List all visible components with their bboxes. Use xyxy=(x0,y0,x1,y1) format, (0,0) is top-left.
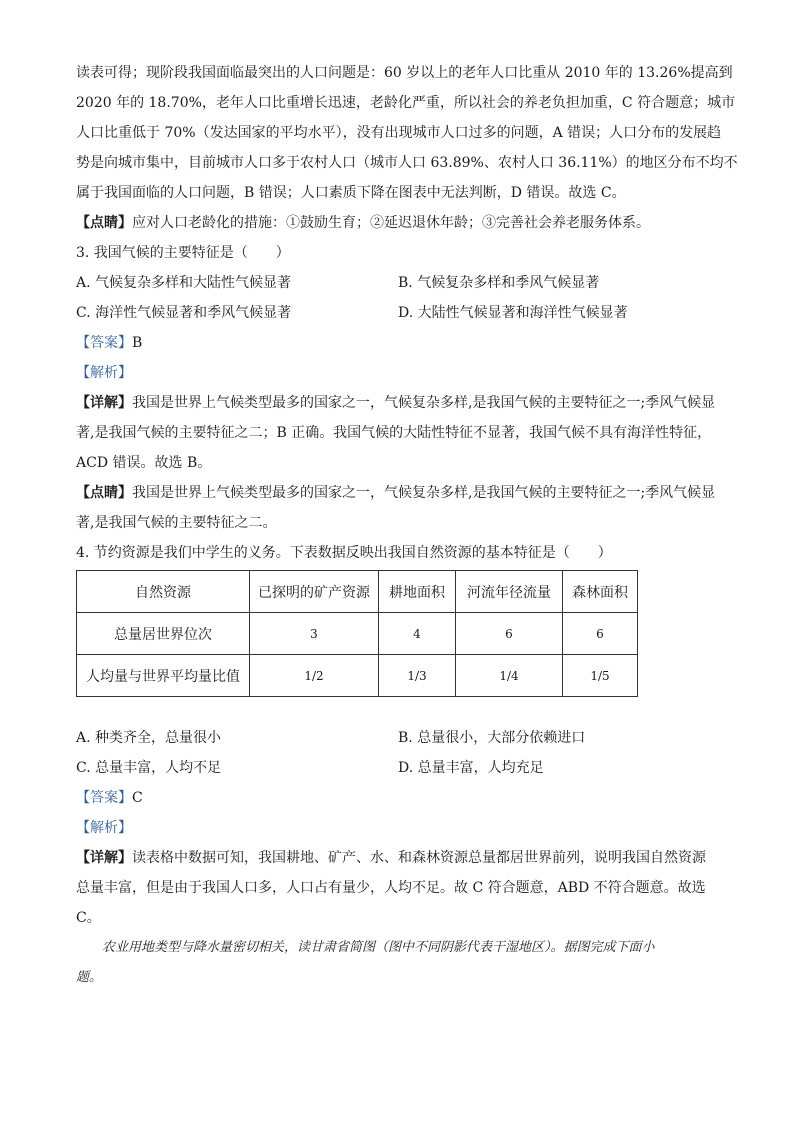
text-line: C。 xyxy=(76,910,101,926)
q4-detail xyxy=(76,843,726,933)
q4-answer xyxy=(76,783,726,813)
table-row xyxy=(77,655,638,697)
detail-tag: 【详解】 xyxy=(76,395,132,411)
table-header-cell: 耕地面积 xyxy=(379,571,456,613)
q4-analysis-tag: 【解析】 xyxy=(76,820,132,836)
table-cell: 6 xyxy=(456,613,563,655)
detail-text: 我国是世界上气候类型最多的国家之一，气候复杂多样,是我国气候的主要特征之一;季风气候显 xyxy=(132,395,716,411)
q3-stem: 3. 我国气候的主要特征是（ ） xyxy=(76,245,290,261)
text-line: 农业用地类型与降水量密切相关，读甘肃省简图（图中不同阴影代表干湿地区）。据图完成下面小 xyxy=(102,940,655,955)
answer-value: B xyxy=(132,335,143,351)
text-line: 属于我国面临的人口问题，B 错误；人口素质下降在图表中无法判断，D 错误。故选 C。 xyxy=(76,185,626,201)
answer-tag: 【答案】 xyxy=(76,335,132,351)
table-cell: 总量居世界位次 xyxy=(77,613,250,655)
table-cell: 1/3 xyxy=(379,655,456,697)
q3-tip xyxy=(76,478,726,538)
tip-tag: 【点睛】 xyxy=(76,485,132,501)
text-line: 著,是我国气候的主要特征之二；B 正确。我国气候的大陆性特征不显著，我国气候不具有海洋性特征， xyxy=(76,425,712,441)
q3-answer xyxy=(76,328,726,358)
table-cell: 4 xyxy=(379,613,456,655)
table-cell: 1/4 xyxy=(456,655,563,697)
text-line: 读表可得；现阶段我国面临最突出的人口问题是：60 岁以上的老年人口比重从 2010 年的 13.26%提高到 xyxy=(76,65,733,81)
text-line: 势是向城市集中，目前城市人口多于农村人口（城市人口 63.89%、农村人口 36.11%）的地区分布不均不 xyxy=(76,155,738,171)
text-line: ACD 错误。故选 B。 xyxy=(76,455,212,471)
table-header-cell: 已探明的矿产资源 xyxy=(250,571,379,613)
q3-detail xyxy=(76,388,726,478)
intro-paragraph xyxy=(76,58,738,208)
table-header-cell: 森林面积 xyxy=(563,571,638,613)
detail-tag: 【详解】 xyxy=(76,850,132,866)
answer-tag: 【答案】 xyxy=(76,790,132,806)
q3-option-d: D. 大陆性气候显著和海洋性气候显著 xyxy=(398,305,628,321)
q4-options-row-2 xyxy=(76,753,726,783)
q3-options-row-1 xyxy=(76,268,726,298)
tip-text: 应对人口老龄化的措施：①鼓励生育；②延迟退休年龄；③完善社会养老服务体系。 xyxy=(132,215,650,231)
resource-table xyxy=(76,570,638,697)
table-header-row xyxy=(77,571,638,613)
text-line xyxy=(76,388,726,418)
q4-option-c: C. 总量丰富，人均不足 xyxy=(76,760,222,776)
q3-option-c: C. 海洋性气候显著和季风气候显著 xyxy=(76,305,292,321)
q3-option-a: A. 气候复杂多样和大陆性气候显著 xyxy=(76,275,292,291)
answer-value: C xyxy=(132,790,143,806)
table-header-cell: 河流年径流量 xyxy=(456,571,563,613)
q4-option-a: A. 种类齐全，总量很小 xyxy=(76,730,222,746)
table-cell: 3 xyxy=(250,613,379,655)
table-cell: 1/2 xyxy=(250,655,379,697)
tip-text: 我国是世界上气候类型最多的国家之一，气候复杂多样,是我国气候的主要特征之一;季风气候显 xyxy=(132,485,716,501)
q3-options-row-2 xyxy=(76,298,726,328)
text-line xyxy=(76,843,726,873)
q4-stem: 4. 节约资源是我们中学生的义务。下表数据反映出我国自然资源的基本特征是（ ） xyxy=(76,545,612,561)
q3-option-b: B. 气候复杂多样和季风气候显著 xyxy=(398,275,600,291)
detail-text: 读表格中数据可知，我国耕地、矿产、水、和森林资源总量都居世界前列，说明我国自然资源 xyxy=(132,850,706,866)
table-cell: 6 xyxy=(563,613,638,655)
q4-option-b: B. 总量很小，大部分依赖进口 xyxy=(398,730,586,746)
q3-analysis-tag: 【解析】 xyxy=(76,365,132,381)
text-line: 2020 年的 18.70%，老年人口比重增长迅速，老龄化严重，所以社会的养老负担加重，C 符合题意；城市 xyxy=(76,95,736,111)
text-line: 著,是我国气候的主要特征之二。 xyxy=(76,515,277,531)
text-line xyxy=(76,478,726,508)
table-row xyxy=(77,613,638,655)
text-line: 人口比重低于 70%（发达国家的平均水平），没有出现城市人口过多的问题，A 错误；人口分布的发展趋 xyxy=(76,125,722,141)
next-question-intro xyxy=(76,933,726,993)
q2-tip xyxy=(76,208,726,238)
tip-tag: 【点睛】 xyxy=(76,215,132,231)
text-line: 题。 xyxy=(76,970,103,985)
q4-option-d: D. 总量丰富，人均充足 xyxy=(398,760,544,776)
text-line: 总量丰富，但是由于我国人口多，人口占有量少，人均不足。故 C 符合题意，ABD 不符合题意。故选 xyxy=(76,880,706,896)
table-cell: 1/5 xyxy=(563,655,638,697)
table-cell: 人均量与世界平均量比值 xyxy=(77,655,250,697)
q4-options-row-1 xyxy=(76,723,726,753)
document-page xyxy=(76,58,738,993)
table-header-cell: 自然资源 xyxy=(77,571,250,613)
